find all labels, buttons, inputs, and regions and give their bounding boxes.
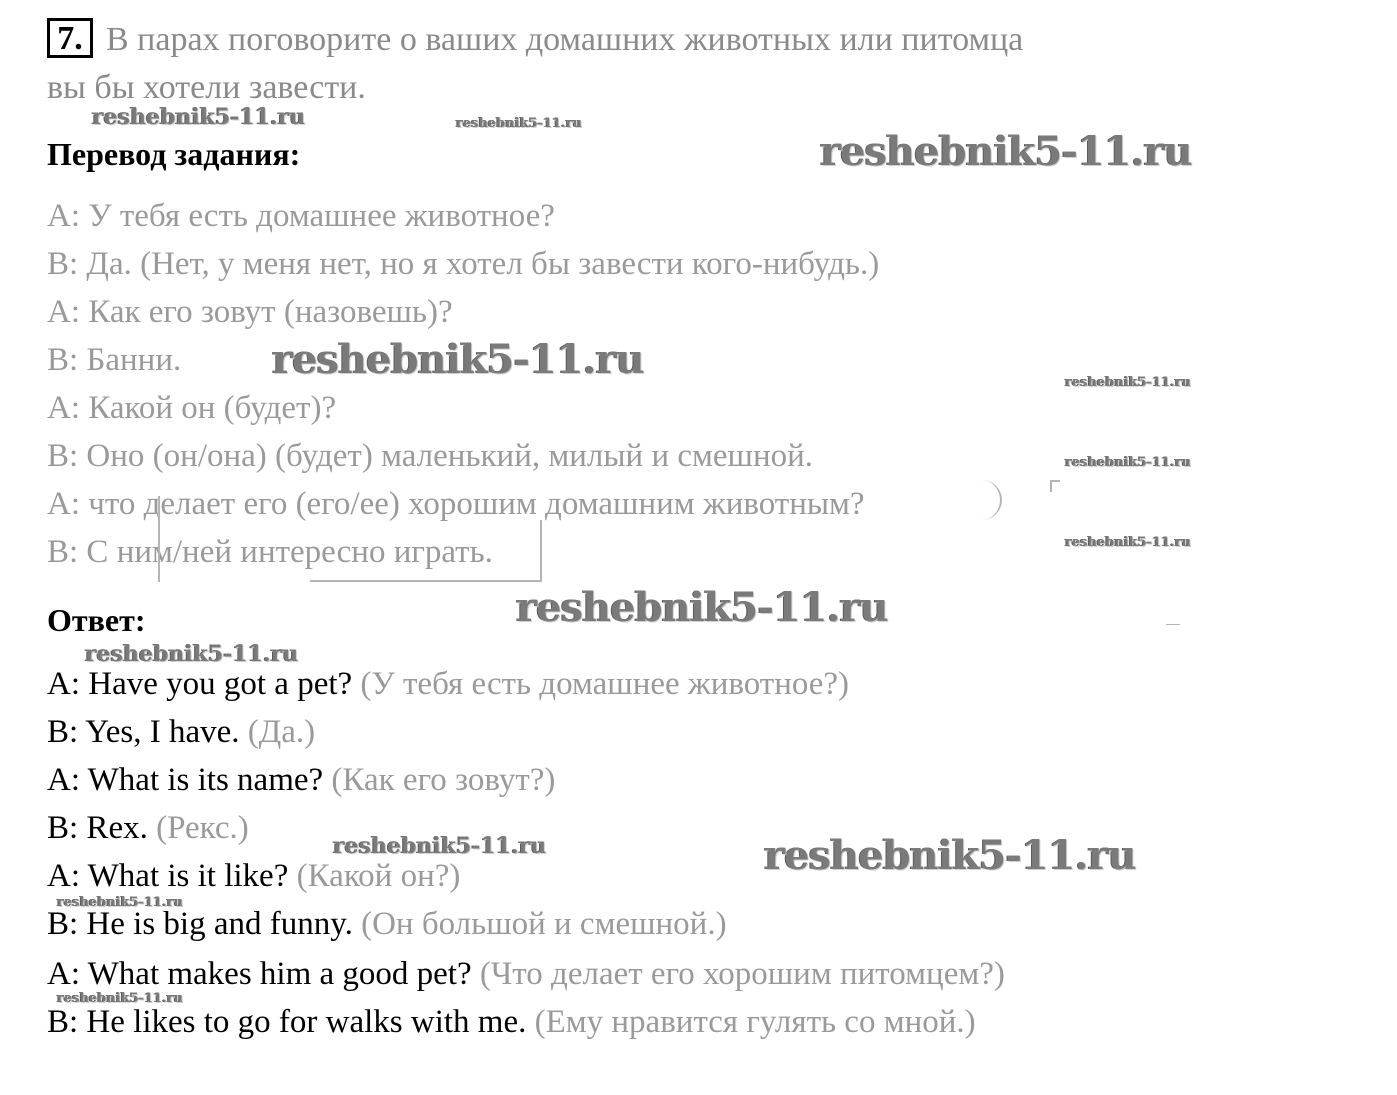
- watermark: reshebnik5-11.ru: [92, 104, 306, 130]
- scan-artifact: [310, 520, 542, 582]
- answer-line: [47, 956, 1005, 993]
- answer-line: [47, 1004, 976, 1041]
- answer-russian: (Рекс.): [156, 810, 249, 846]
- task-line-2: вы бы хотели завести.: [47, 69, 366, 106]
- answer-russian: (У тебя есть домашнее животное?): [360, 666, 850, 702]
- answer-line: [47, 858, 460, 895]
- answer-line: [47, 714, 315, 751]
- answer-russian: (Он большой и смешной.): [361, 906, 727, 942]
- watermark: reshebnik5-11.ru: [57, 991, 184, 1006]
- scan-artifact: [960, 480, 1002, 520]
- answer-line: [47, 906, 727, 943]
- translation-line: А: что делает его (его/ее) хорошим домашним животным?: [47, 486, 865, 522]
- answer-russian: (Что делает его хорошим питомцем?): [479, 956, 1005, 992]
- translation-line: А: У тебя есть домашнее животное?: [47, 198, 555, 234]
- watermark: reshebnik5-11.ru: [1065, 455, 1192, 470]
- watermark: reshebnik5-11.ru: [1065, 375, 1192, 390]
- answer-russian: (Какой он?): [296, 858, 461, 894]
- translation-line: А: Как его зовут (назовешь)?: [47, 294, 453, 330]
- watermark: reshebnik5-11.ru: [456, 116, 583, 131]
- scan-artifact: [1166, 624, 1180, 626]
- answer-russian: (Как его зовут?): [331, 762, 556, 798]
- translation-line: А: Какой он (будет)?: [47, 390, 337, 426]
- answer-line: [47, 666, 849, 703]
- translation-heading: Перевод задания:: [47, 136, 301, 172]
- answer-heading: Ответ:: [47, 602, 146, 638]
- answer-english: A: Have you got a pet?: [47, 666, 353, 702]
- watermark: reshebnik5-11.ru: [85, 641, 299, 667]
- task-number: 7.: [47, 18, 93, 58]
- answer-english: B: He is big and funny.: [47, 906, 353, 942]
- answer-russian: (Да.): [247, 714, 316, 750]
- watermark: reshebnik5-11.ru: [1065, 535, 1192, 550]
- answer-english: A: What makes him a good pet?: [47, 956, 472, 992]
- watermark: reshebnik5-11.ru: [57, 895, 184, 910]
- answer-english: B: Rex.: [47, 810, 148, 846]
- watermark: reshebnik5-11.ru: [820, 128, 1192, 175]
- scan-artifact: [1050, 480, 1060, 492]
- translation-line: В: Банни.: [47, 342, 182, 378]
- answer-english: A: What is its name?: [47, 762, 324, 798]
- watermark: reshebnik5-11.ru: [272, 336, 644, 383]
- scan-artifact: [158, 496, 178, 582]
- watermark: reshebnik5-11.ru: [764, 832, 1136, 879]
- answer-english: B: He likes to go for walks with me.: [47, 1004, 527, 1040]
- watermark: reshebnik5-11.ru: [333, 833, 547, 859]
- translation-line: В: Да. (Нет, у меня нет, но я хотел бы завести кого-нибудь.): [47, 246, 880, 282]
- answer-line: [47, 810, 249, 847]
- translation-line: В: Оно (он/она) (будет) маленький, милый и смешной.: [47, 438, 814, 474]
- watermark: reshebnik5-11.ru: [516, 584, 888, 631]
- answer-line: [47, 762, 555, 799]
- answer-english: A: What is it like?: [47, 858, 289, 894]
- answer-english: B: Yes, I have.: [47, 714, 240, 750]
- answer-russian: (Ему нравится гулять со мной.): [534, 1004, 976, 1040]
- translation-line: В: С ним/ней интересно играть.: [47, 534, 493, 570]
- task-line-1: В парах поговорите о ваших домашних животных или питомца: [106, 21, 1024, 58]
